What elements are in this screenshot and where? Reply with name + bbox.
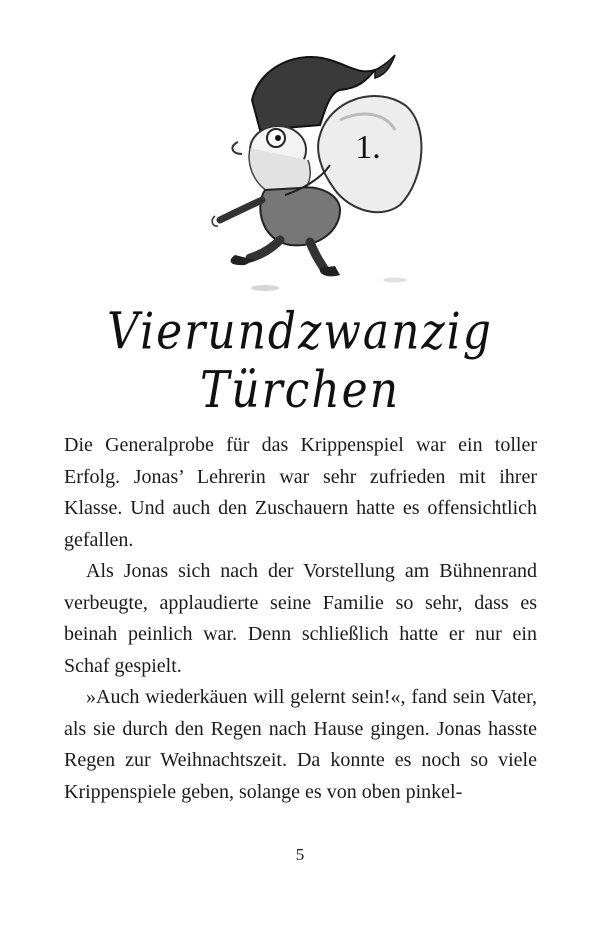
paragraph-1: Die Generalprobe für das Krippenspiel war ein toller Erfolg. Jonas’ Lehrerin war sehr zufrieden mit ihrer Klasse. Und auch den Zuschauern hatte es offensichtlich gefallen. — [64, 434, 537, 551]
chapter-number: 1. — [355, 129, 381, 166]
gnome-illustration — [190, 30, 440, 300]
page-number: 5 — [295, 845, 305, 864]
paragraph-2: Als Jonas sich nach der Vorstellung am Bühnenrand verbeugte, applaudierte seine Familie so sehr, dass es beinah peinlich war. Denn schließlich hatte er nur ein Schaf gespielt. — [64, 560, 537, 677]
chapter-title: Vierundzwanzig Türchen — [107, 302, 493, 420]
paragraph-3: »Auch wiederkäuen will gelernt sein!«, fand sein Vater, als sie durch den Regen nach Hause gingen. Jonas hasste Regen zur Weihnachtszeit. Da konnte es noch so viele Krippenspiele geben, solange es von oben pinkel- — [64, 686, 537, 803]
body-text — [64, 430, 537, 808]
